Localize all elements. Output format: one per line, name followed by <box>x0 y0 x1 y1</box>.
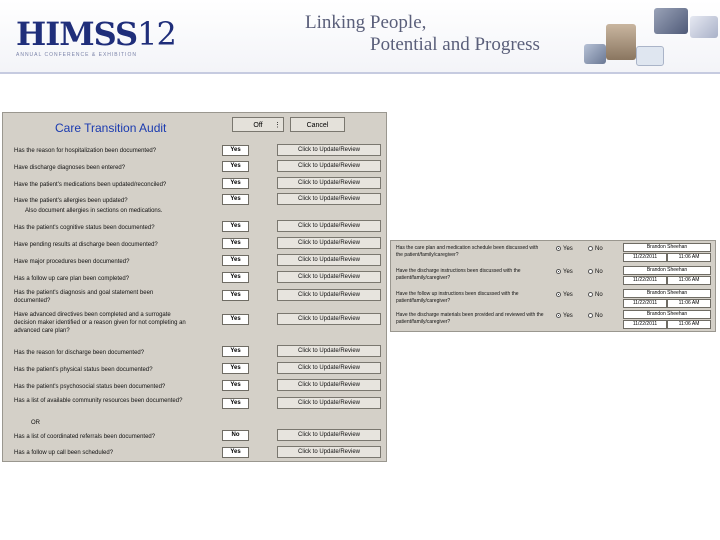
update-review-button[interactable]: Click to Update/Review <box>277 397 381 409</box>
answer-field[interactable]: Yes <box>222 255 249 266</box>
update-review-button[interactable]: Click to Update/Review <box>277 160 381 172</box>
question-label: Has a list of available community resources been documented? <box>14 398 183 404</box>
photo-doctor-icon <box>606 24 636 60</box>
completed-by-field[interactable]: Brandon Sheehan <box>623 310 711 319</box>
date-field[interactable]: 11/22/2011 <box>623 276 667 285</box>
form-title: Care Transition Audit <box>55 121 167 135</box>
education-checklist-panel <box>390 240 716 332</box>
time-field[interactable]: 11:06 AM <box>667 276 711 285</box>
time-field[interactable]: 11:06 AM <box>667 253 711 262</box>
answer-field[interactable]: No <box>222 430 249 441</box>
update-review-button[interactable]: Click to Update/Review <box>277 362 381 374</box>
update-review-button[interactable]: Click to Update/Review <box>277 429 381 441</box>
question-label: Have advanced directives been completed and a surrogate decision maker identified or a reason given for not completing an advanced care plan? <box>14 312 186 334</box>
radio-yes[interactable]: Yes <box>556 269 573 275</box>
radio-empty-icon <box>588 313 593 318</box>
himss-logo <box>16 15 176 64</box>
care-transition-audit-form <box>2 112 387 462</box>
update-review-button[interactable]: Click to Update/Review <box>277 144 381 156</box>
update-review-button[interactable]: Click to Update/Review <box>277 254 381 266</box>
header-photo-collage <box>582 6 720 68</box>
photo-device-icon <box>584 44 606 64</box>
logo-text: HIMSS <box>16 15 138 53</box>
off-dropdown[interactable]: Off ⋮ <box>232 117 284 132</box>
answer-field[interactable]: Yes <box>222 238 249 249</box>
update-review-button[interactable]: Click to Update/Review <box>277 379 381 391</box>
date-field[interactable]: 11/22/2011 <box>623 253 667 262</box>
question-label: Has the patient's psychosocial status been documented? <box>14 384 166 390</box>
update-review-button[interactable]: Click to Update/Review <box>277 237 381 249</box>
radio-no[interactable]: No <box>588 246 603 252</box>
radio-no[interactable]: No <box>588 269 603 275</box>
question-label: Has a list of coordinated referrals been documented? <box>14 434 156 440</box>
logo-year: 12 <box>137 15 176 53</box>
question-label: Has the patient's cognitive status been documented? <box>14 225 155 231</box>
completed-by-field[interactable]: Brandon Sheehan <box>623 266 711 275</box>
date-field[interactable]: 11/22/2011 <box>623 299 667 308</box>
question-label: Has the patient's diagnosis and goal statement been documented? <box>14 290 154 304</box>
question-label: Have the patient's medications been updated/reconciled? <box>14 182 167 188</box>
answer-field[interactable]: Yes <box>222 346 249 357</box>
answer-field[interactable]: Yes <box>222 290 249 301</box>
answer-field[interactable]: Yes <box>222 363 249 374</box>
answer-field[interactable]: Yes <box>222 314 249 325</box>
answer-field[interactable]: Yes <box>222 145 249 156</box>
question-label: Has the reason for discharge been documented? <box>14 350 145 356</box>
question-label: Have discharge diagnoses been entered? <box>14 165 126 171</box>
question-label: Has the patient's physical status been documented? <box>14 367 153 373</box>
tagline-line1: Linking People, <box>305 12 427 33</box>
radio-selected-icon <box>556 292 561 297</box>
tagline-line2: Potential and Progress <box>370 34 540 55</box>
radio-selected-icon <box>556 269 561 274</box>
radio-empty-icon <box>588 246 593 251</box>
radio-no[interactable]: No <box>588 292 603 298</box>
update-review-button[interactable]: Click to Update/Review <box>277 345 381 357</box>
radio-yes[interactable]: Yes <box>556 313 573 319</box>
answer-field[interactable]: Yes <box>222 221 249 232</box>
checklist-question: Have the discharge materials been provided and reviewed with the patient/family/caregiver? <box>396 312 544 325</box>
time-field[interactable]: 11:06 AM <box>667 299 711 308</box>
header-banner <box>0 0 720 72</box>
update-review-button[interactable]: Click to Update/Review <box>277 220 381 232</box>
question-label: Have the patient's allergies been updated? <box>14 198 128 204</box>
answer-field[interactable]: Yes <box>222 272 249 283</box>
photo-ecg-icon <box>636 46 664 66</box>
answer-field[interactable]: Yes <box>222 447 249 458</box>
answer-field[interactable]: Yes <box>222 161 249 172</box>
photo-tablet-icon <box>654 8 688 34</box>
radio-yes[interactable]: Yes <box>556 292 573 298</box>
update-review-button[interactable]: Click to Update/Review <box>277 271 381 283</box>
dropdown-caret-icon: ⋮ <box>274 122 281 129</box>
update-review-button[interactable]: Click to Update/Review <box>277 313 381 325</box>
checklist-question: Has the care plan and medication schedule been discussed with the patient/family/caregiver? <box>396 245 539 258</box>
answer-field[interactable]: Yes <box>222 380 249 391</box>
update-review-button[interactable]: Click to Update/Review <box>277 289 381 301</box>
or-separator: OR <box>31 420 40 426</box>
photo-screen-icon <box>690 16 718 38</box>
checklist-question: Have the follow up instructions been discussed with the patient/family/caregiver? <box>396 291 519 304</box>
question-note: Also document allergies in sections on medications. <box>25 208 163 214</box>
radio-empty-icon <box>588 292 593 297</box>
radio-selected-icon <box>556 246 561 251</box>
completed-by-field[interactable]: Brandon Sheehan <box>623 243 711 252</box>
logo-subtitle: ANNUAL CONFERENCE & EXHIBITION <box>16 52 137 58</box>
answer-field[interactable]: Yes <box>222 178 249 189</box>
cancel-button[interactable]: Cancel <box>290 117 345 132</box>
header-divider <box>0 72 720 74</box>
radio-no[interactable]: No <box>588 313 603 319</box>
completed-by-field[interactable]: Brandon Sheehan <box>623 289 711 298</box>
question-label: Has a follow up care plan been completed? <box>14 276 130 282</box>
question-label: Have pending results at discharge been documented? <box>14 242 158 248</box>
question-label: Has a follow up call been scheduled? <box>14 450 114 456</box>
update-review-button[interactable]: Click to Update/Review <box>277 446 381 458</box>
checklist-question: Have the discharge instructions been discussed with the patient/family/caregiver? <box>396 268 521 281</box>
radio-selected-icon <box>556 313 561 318</box>
answer-field[interactable]: Yes <box>222 398 249 409</box>
radio-empty-icon <box>588 269 593 274</box>
radio-yes[interactable]: Yes <box>556 246 573 252</box>
question-label: Has the reason for hospitalization been documented? <box>14 148 157 154</box>
date-field[interactable]: 11/22/2011 <box>623 320 667 329</box>
question-label: Have major procedures been documented? <box>14 259 130 265</box>
update-review-button[interactable]: Click to Update/Review <box>277 193 381 205</box>
update-review-button[interactable]: Click to Update/Review <box>277 177 381 189</box>
time-field[interactable]: 11:06 AM <box>667 320 711 329</box>
answer-field[interactable]: Yes <box>222 194 249 205</box>
